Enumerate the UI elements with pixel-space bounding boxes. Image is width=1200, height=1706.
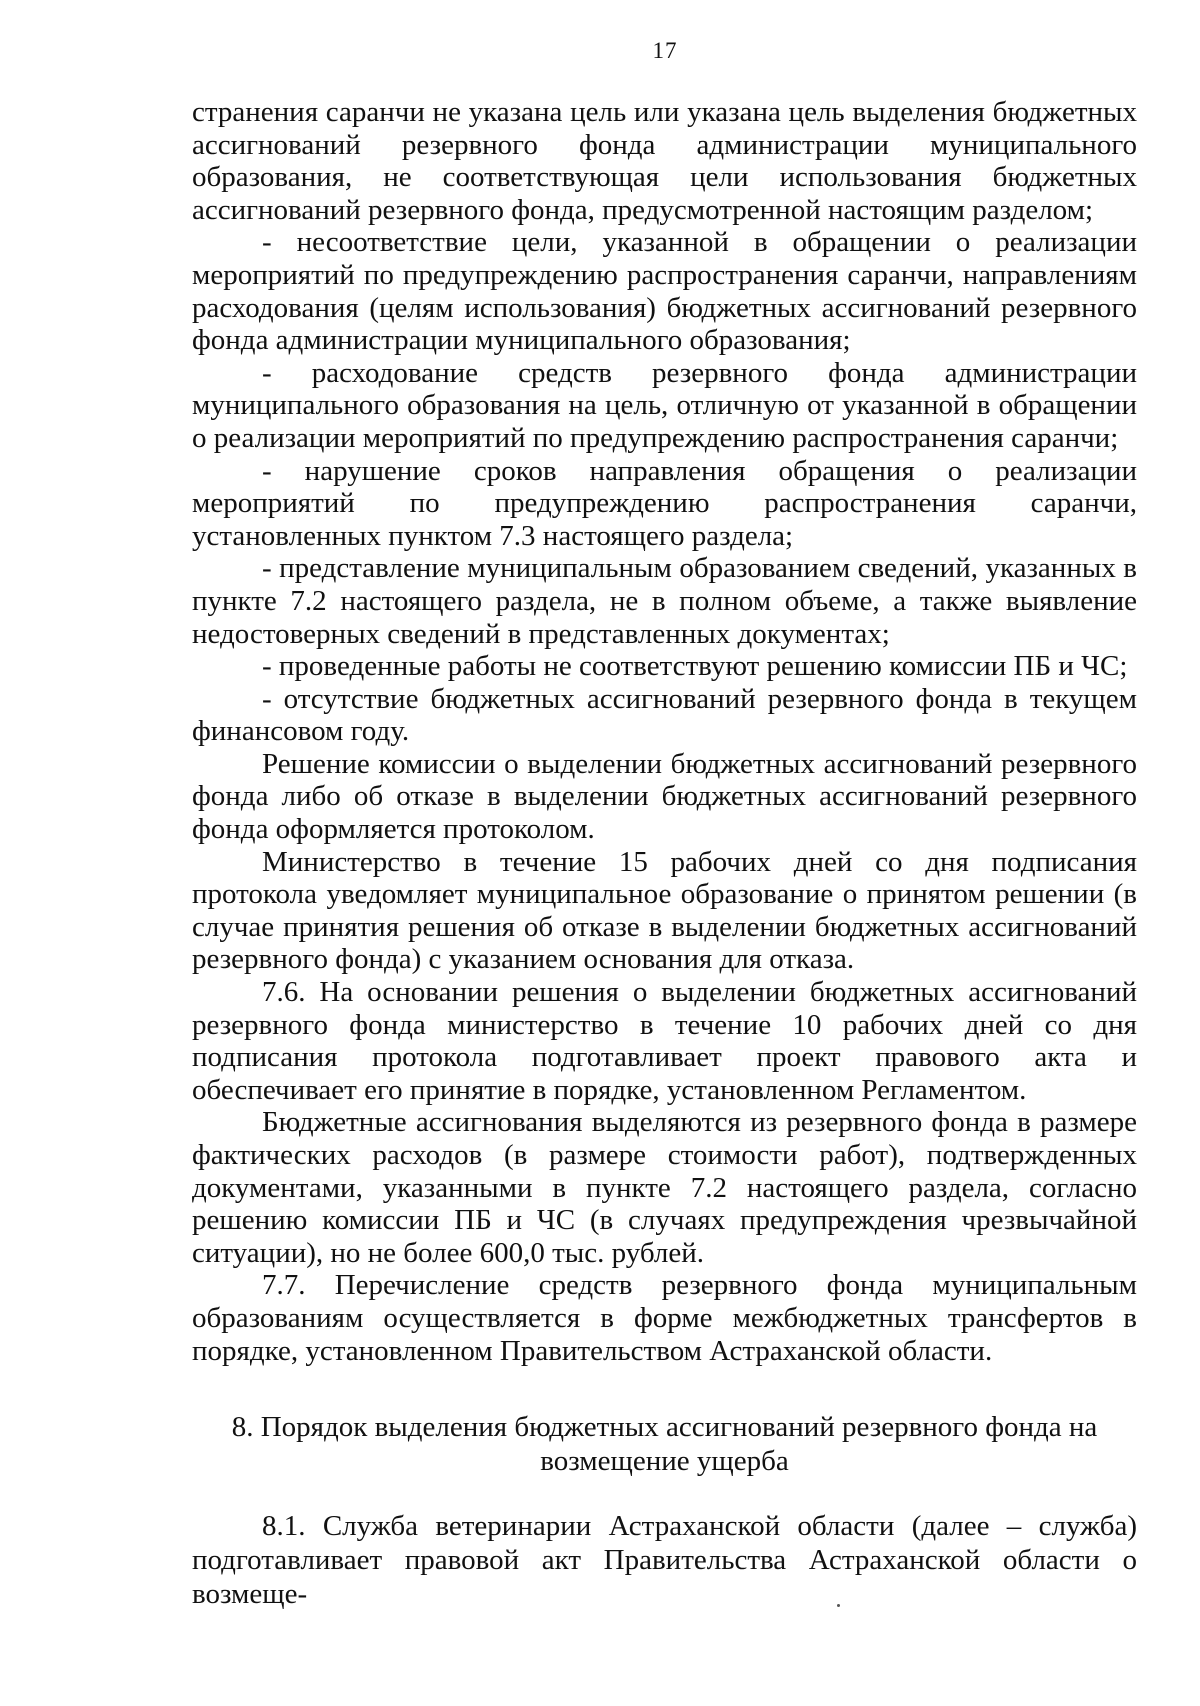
section-heading — [192, 1410, 1137, 1478]
paragraph: странения саранчи не указана цель или указана цель выделения бюджетных ассигнований резервного фонда администрации муниципального образования, не соответствующая цели использования бюджетных ассигнований резервного фонда, предусмотренной настоящим разделом; — [192, 96, 1137, 226]
section-heading-line: возмещение ущерба — [540, 1445, 789, 1477]
paragraph: - нарушение сроков направления обращения о реализации мероприятий по предупреждению распространения саранчи, установленных пунктом 7.3 настоящего раздела; — [192, 454, 1137, 552]
section-body — [192, 1509, 1137, 1611]
paragraph: Бюджетные ассигнования выделяются из резервного фонда в размере фактических расходов (в размере стоимости работ), подтвержденных документами, указанными в пункте 7.2 настоящего раздела, согласно решению комиссии ПБ и ЧС (в случаях предупреждения чрезвычайной ситуации), но не более 600,0 тыс. рублей. — [192, 1106, 1137, 1269]
paragraph: - проведенные работы не соответствуют решению комиссии ПБ и ЧС; — [262, 650, 1128, 683]
paragraph: - расходование средств резервного фонда администрации муниципального образования на цель, отличную от указанной в обращении о реализации мероприятий по предупреждению распространения саранчи; — [192, 356, 1137, 454]
section-heading-line: 8. Порядок выделения бюджетных ассигнований резервного фонда на — [231, 1411, 1098, 1443]
paragraph: - отсутствие бюджетных ассигнований резервного фонда в текущем финансовом году. — [192, 682, 1137, 748]
paragraph: Министерство в течение 15 рабочих дней со дня подписания протокола уведомляет муниципальное образование о принятом решении (в случае принятия решения об отказе в выделении бюджетных ассигнований резервного фонда) с указанием основания для отказа. — [192, 845, 1137, 976]
paragraph: 8.1. Служба ветеринарии Астраханской области (далее – служба) подготавливает правовой акт Правительства Астраханской области о возмеще- — [192, 1510, 1137, 1610]
paragraph: - несоответствие цели, указанной в обращении о реализации мероприятий по предупреждению распространения саранчи, направлениям расходования (целям использования) бюджетных ассигнований резервного фонда администрации муниципального образования; — [192, 226, 1137, 357]
paragraph: 7.6. На основании решения о выделении бюджетных ассигнований резервного фонда министерство в течение 10 рабочих дней со дня подписания протокола подготавливает проект правового акта и обеспечивает его принятие в порядке, установленном Регламентом. — [192, 976, 1137, 1106]
paragraph: 7.7. Перечисление средств резервного фонда муниципальным образованиям осуществляется в форме межбюджетных трансфертов в порядке, установленном Правительством Астраханской области. — [192, 1269, 1137, 1367]
paragraph: Решение комиссии о выделении бюджетных ассигнований резервного фонда либо об отказе в выделении бюджетных ассигнований резервного фонда оформляется протоколом. — [192, 747, 1137, 846]
page-number: 17 — [652, 38, 678, 63]
body-text — [192, 96, 1137, 1367]
scan-speck — [837, 1604, 840, 1607]
paragraph: - представление муниципальным образованием сведений, указанных в пункте 7.2 настоящего раздела, не в полном объеме, а также выявление недостоверных сведений в представленных документах; — [192, 552, 1137, 650]
